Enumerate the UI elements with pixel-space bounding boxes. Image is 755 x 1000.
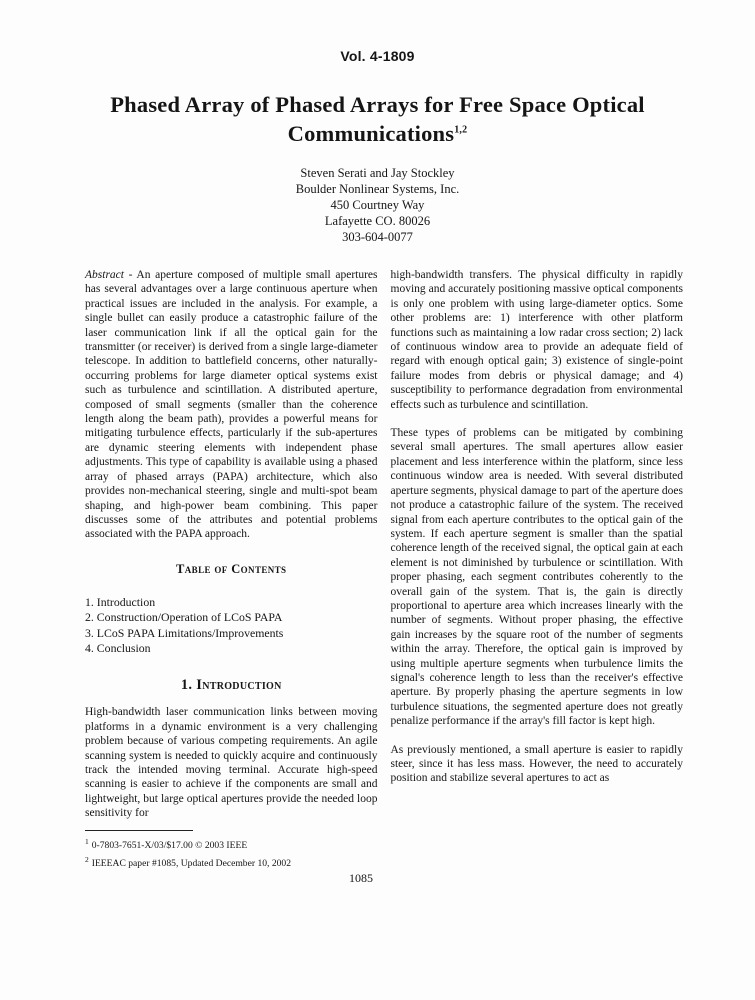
introduction-paragraph: High-bandwidth laser communication links between moving platforms in a dynamic environment is a very challenging problem because of various competing requirements. An agile scanning system is needed to quickly acquire and continuously track the intended moving terminal. Accurate high-speed scanning is easier to achieve if the components are small and lightweight, but large optical apertures provide the needed loop sensitivity for [85, 706, 378, 820]
footnote-1 [85, 835, 378, 853]
footnote-1-text: 0-7803-7651-X/03/$17.00 © 2003 IEEE [91, 839, 248, 851]
body-paragraph: These types of problems can be mitigated by combining several small apertures. The small apertures allow easier placement and less interference within the platform, since less continuous window area is needed. With several distributed aperture segments, physical damage to part of the aperture does not produce a catastrophic failure of the system. The received signal from each aperture contributes to the optical gain of the system. If each aperture segment is smaller than the spatial coherence length of the received signal, the optical gain at each element is not diminished by turbulence or scintillation. With proper phasing, each segment contributes coherently to the overall gain of the system. That is, the gain is directly proportional to aperture area which increases linearly with the number of segments. Without proper phasing, the effective gain increases by the square root of the number of segments within the array. Therefore, the optical gain is improved by using multiple aperture segments when turbulence limits the signal's coherence length to less than the receiver's effective aperture. By properly phasing the aperture segments in low turbulence situations, the segmented aperture does not greatly penalize performance if the array's fill factor is kept high. [390, 427, 683, 728]
paper-title-line2: Communications [287, 121, 455, 146]
introduction-heading: 1. Introduction [180, 676, 282, 693]
title-footnote-marker: 1,2 [454, 124, 468, 136]
footnote-2 [85, 853, 378, 871]
toc-item: 4. Conclusion [85, 640, 151, 655]
toc-item: 3. LCoS PAPA Limitations/Improvements [85, 625, 284, 640]
volume-header: Vol. 4-1809 [340, 48, 415, 64]
toc-heading: Table of Contents [176, 561, 287, 576]
left-column [85, 268, 378, 871]
paper-title-line1: Phased Array of Phased Arrays for Free Space Optical [110, 92, 645, 117]
footnotes [85, 830, 378, 871]
footnote-2-marker: 2 [85, 854, 89, 864]
body-paragraph: high-bandwidth transfers. The physical difficulty in rapidly moving and accurately positioning massive optical components is only one problem with using large-diameter optics. Some other problems are: 1) interference with other platform functions such as maintaining a low radar cross section; 2) lack of continuous window area to provide an adequate field of regard with enough optical gain; 3) existence of single-point failure modes from debris or physical damage; and 4) susceptibility to performance degradation from environmental effects such as turbulence and scintillation. [390, 269, 683, 411]
toc-item: 1. Introduction [85, 595, 156, 610]
affiliation: Boulder Nonlinear Systems, Inc. [295, 182, 460, 196]
right-column [391, 268, 684, 871]
two-column-body [85, 268, 683, 871]
footnote-separator [85, 830, 193, 831]
authors: Steven Serati and Jay Stockley [300, 166, 455, 180]
footnote-2-text: IEEEAC paper #1085, Updated December 10, 2002 [91, 857, 292, 869]
toc-item: 2. Construction/Operation of LCoS PAPA [85, 610, 283, 625]
address: 450 Courtney Way [330, 198, 425, 212]
body-paragraph: As previously mentioned, a small aperture is easier to rapidly steer, since it has less mass. However, the need to accurately position and stabilize several apertures to act as [390, 743, 683, 785]
toc-list [85, 595, 378, 656]
phone: 303-604-0077 [342, 230, 413, 244]
abstract [85, 268, 378, 542]
footnote-1-marker: 1 [85, 836, 89, 846]
city-state-zip: Lafayette CO. 80026 [324, 214, 431, 228]
author-block [0, 165, 755, 245]
paper-title [0, 90, 755, 148]
page-number: 1085 [349, 871, 373, 885]
abstract-text: - An aperture composed of multiple small apertures has several advantages over a large continuous aperture when practical issues are included in the analysis. For example, a single bullet can easily produce a catastrophic failure of the laser communication link if all the optical gain for the transmitter (or receiver) is derived from a single large-diameter telescope. In addition to battlefield concerns, other naturally-occurring problems for large diameter optical systems exist such as turbulence and scintillation. A distributed aperture, composed of small segments (smaller than the coherence length along the beam path), provides a powerful means for mitigating turbulence effects, particularly if the sub-apertures are dynamic steering elements with independent phase adjustments. This type of capability is available using a phased array of phased arrays (PAPA) architecture, which also provides non-mechanical steering, single and multi-spot beam shaping, and high-power beam combining. This paper discusses some of the attributes and potential problems associated with the PAPA approach. [85, 269, 378, 541]
abstract-lead: Abstract [85, 269, 124, 281]
